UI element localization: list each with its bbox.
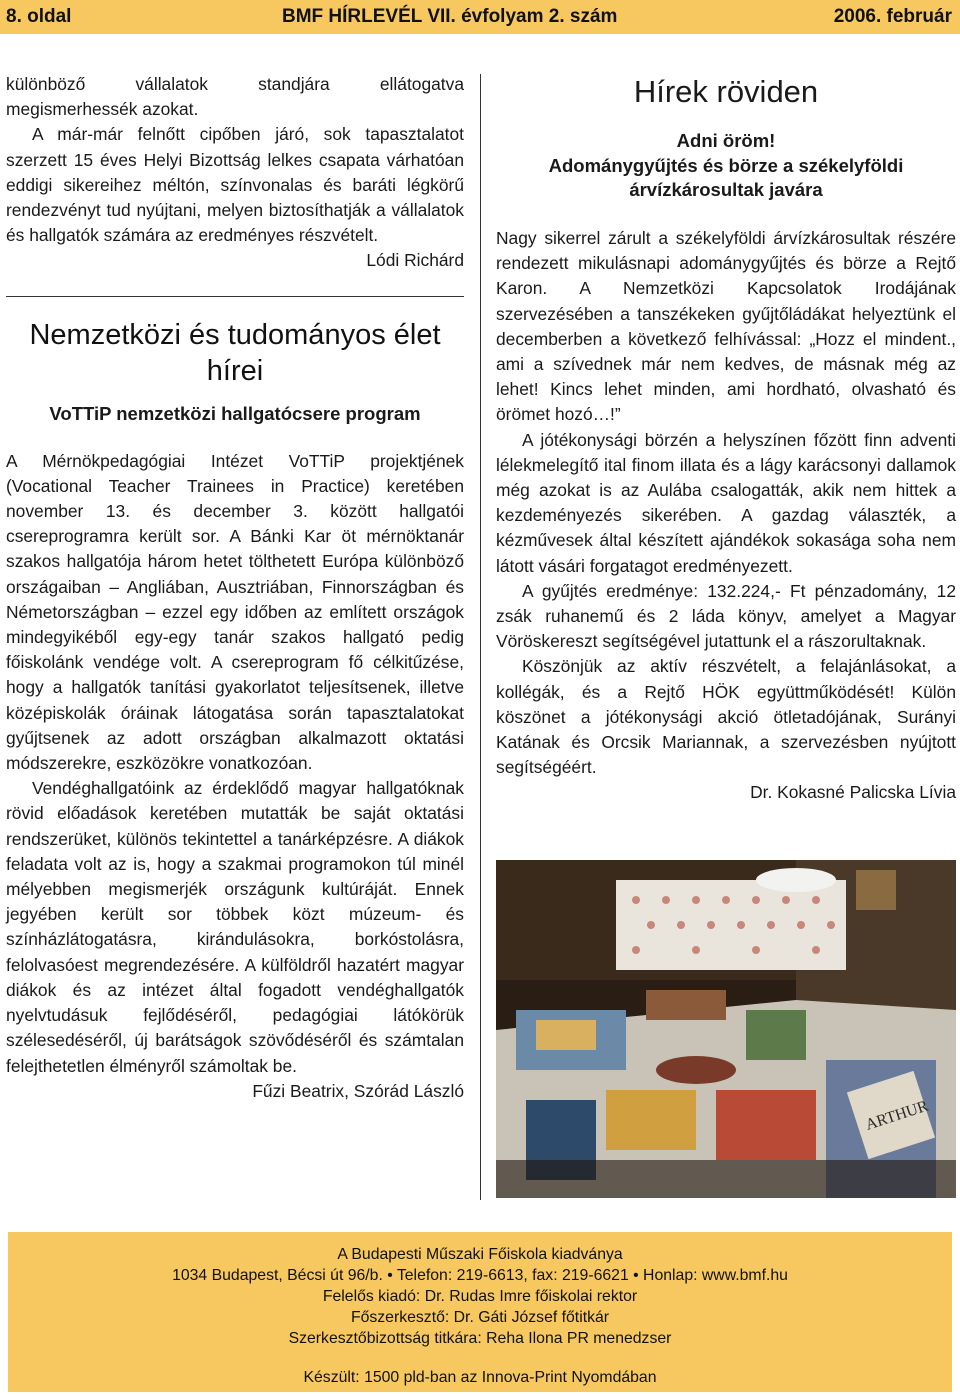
news-section-title: Hírek röviden <box>633 74 819 109</box>
column-divider <box>480 74 481 1200</box>
photo-illustration <box>496 860 956 1198</box>
section-divider <box>6 296 464 297</box>
right-column <box>496 72 956 806</box>
news-paragraph-1: Nagy sikerrel zárult a székelyföldi árvízkárosultak részére rendezett mikulásnapi adománygyűjtés és börze a Rejtő Karon. A Nemzetközi Kapcsolatok Irodájának szervezésében a tanszékeken gyűjtőládákat helyeztünk el decemberben a következő felhívással: „Hozz el mindent., ami a szívednek már nem kedves, de másnak még az lehet! Kincs lehet minden, ami hordható, olvasható és örömet hozó…!” <box>496 228 956 425</box>
article-signature: Fűzi Beatrix, Szórád László <box>252 1080 464 1101</box>
footer-contact: 1034 Budapest, Bécsi út 96/b. • Telefon: 219-6613, fax: 219-6621 • Honlap: www.bmf.hu <box>172 1267 788 1284</box>
newsletter-title: BMF HÍRLEVÉL VII. évfolyam 2. szám <box>282 6 618 27</box>
page-header <box>0 0 960 34</box>
photo-book-text: ARTHUR <box>863 1097 931 1134</box>
news-headline: Adománygyűjtés és börze a székelyföldi árvízkárosultak javára <box>548 155 904 200</box>
page-footer <box>8 1232 952 1392</box>
footer-print-info: Készült: 1500 pld-ban az Innova-Print Nyomdában <box>303 1369 657 1386</box>
intro-paragraph-2: A már-már felnőtt cipőben járó, sok tapasztalatot szerzett 15 éves Helyi Bizottság lelkes csapata várhatóan eddigi sikereihez méltón, színvonalas és baráti légkörű rendezvényt tud nyújtani, melyen biztosíthatják a vállalatok és hallgatók számára az eredményes részvételt. <box>6 124 464 246</box>
footer-publisher: A Budapesti Műszaki Főiskola kiadványa <box>337 1246 623 1263</box>
news-subtitle: Adni öröm! <box>676 130 776 151</box>
intro-paragraph-1: különböző vállalatok standjára ellátogatva megismerhessék azokat. <box>6 74 464 120</box>
article-paragraph-1: A Mérnökpedagógiai Intézet VoTTiP projektjének (Vocational Teacher Trainees in Practice) keretében november 13. és december 3. között hallgatói csereprogramra került sor. A Bánki Kar öt mérnöktanár szakos hallgatója három hetet tölthetett Európa különböző országaiban – Angliában, Ausztriában, Finnországban és Németországban – ezzel egy időben az említett országok mindegyikéből egy-egy tanár szakos hallgató pedig főiskolánk vendége volt. A csereprogram fő célkitűzése, hogy a hallgatók tanítási gyakorlatot teljesítsenek, illetve középiskolák óráinak látogatása során tapasztalatokat gyűjtsenek az adott országban alkalmazott oktatási módszerekre, eszközökre vonatkozóan. <box>6 450 464 774</box>
article-paragraph-2: Vendéghallgatóink az érdeklődő magyar hallgatóknak rövid előadások keretében mutatták be saját oktatási rendszerüket, különös tekintettel a tanárképzésre. A diákok feladata volt az is, hogy a szakmai programokon túl minél mélyebben megismerjék országunk kultúráját. Ennek jegyében került sor többek közt múzeum- és színházlátogatásra, kirándulásokra, borkóstolásra, felolvasóest megrendezésére. A külföldről hazatért magyar diákok és az intézet által fogadott vendéghallgatók nyelvtudásuk fejlődéséről, pedagógiai látókörük szélesedéséről, új barátságok szövődéséről és számtalan felejthetetlen élményről számoltak be. <box>6 778 464 1076</box>
footer-editor-in-chief: Főszerkesztő: Dr. Gáti József főtitkár <box>350 1309 610 1326</box>
footer-editorial-secretary: Szerkesztőbizottság titkára: Reha Ilona PR menedzser <box>288 1330 672 1347</box>
footer-responsible-publisher: Felelős kiadó: Dr. Rudas Imre főiskolai rektor <box>322 1288 638 1305</box>
intro-signature: Lódi Richárd <box>366 250 464 271</box>
page-number: 8. oldal <box>6 6 72 27</box>
news-paragraph-3: A gyűjtés eredménye: 132.224,- Ft pénzadomány, 12 zsák ruhanemű és 2 láda könyv, amelyet a Magyar Vöröskereszt segítségével jutattunk el a rászorultaknak. <box>496 580 956 652</box>
section-title: Nemzetközi és tudományos élet hírei <box>29 318 441 387</box>
issue-date: 2006. február <box>833 6 952 27</box>
left-column <box>6 72 464 1104</box>
section-subtitle: VoTTiP nemzetközi hallgatócsere program <box>49 402 421 424</box>
news-signature: Dr. Kokasné Palicska Lívia <box>750 782 956 803</box>
news-paragraph-4: Köszönjük az aktív részvételt, a felajánlásokat, a kollégák, és a Rejtő HÖK együttműködését! Külön köszönet a jótékonysági akció ötletadójának, Surányi Katának és Orcsik Mariannak, a szervezésben nyújtott segítségéért. <box>496 656 956 778</box>
charity-fair-photo <box>496 860 956 1198</box>
news-paragraph-2: A jótékonysági börzén a helyszínen főzött finn adventi lélekmelegítő ital finom illata és a lágy karácsonyi dallamok még azokat is az Aulába csalogatták, akik nem hittek a kezdeményezés sikerében. A gazdag választék, a kézművesek által készített ajándékok sokasága soha nem látott vásári forgatagot eredményezett. <box>496 429 956 576</box>
